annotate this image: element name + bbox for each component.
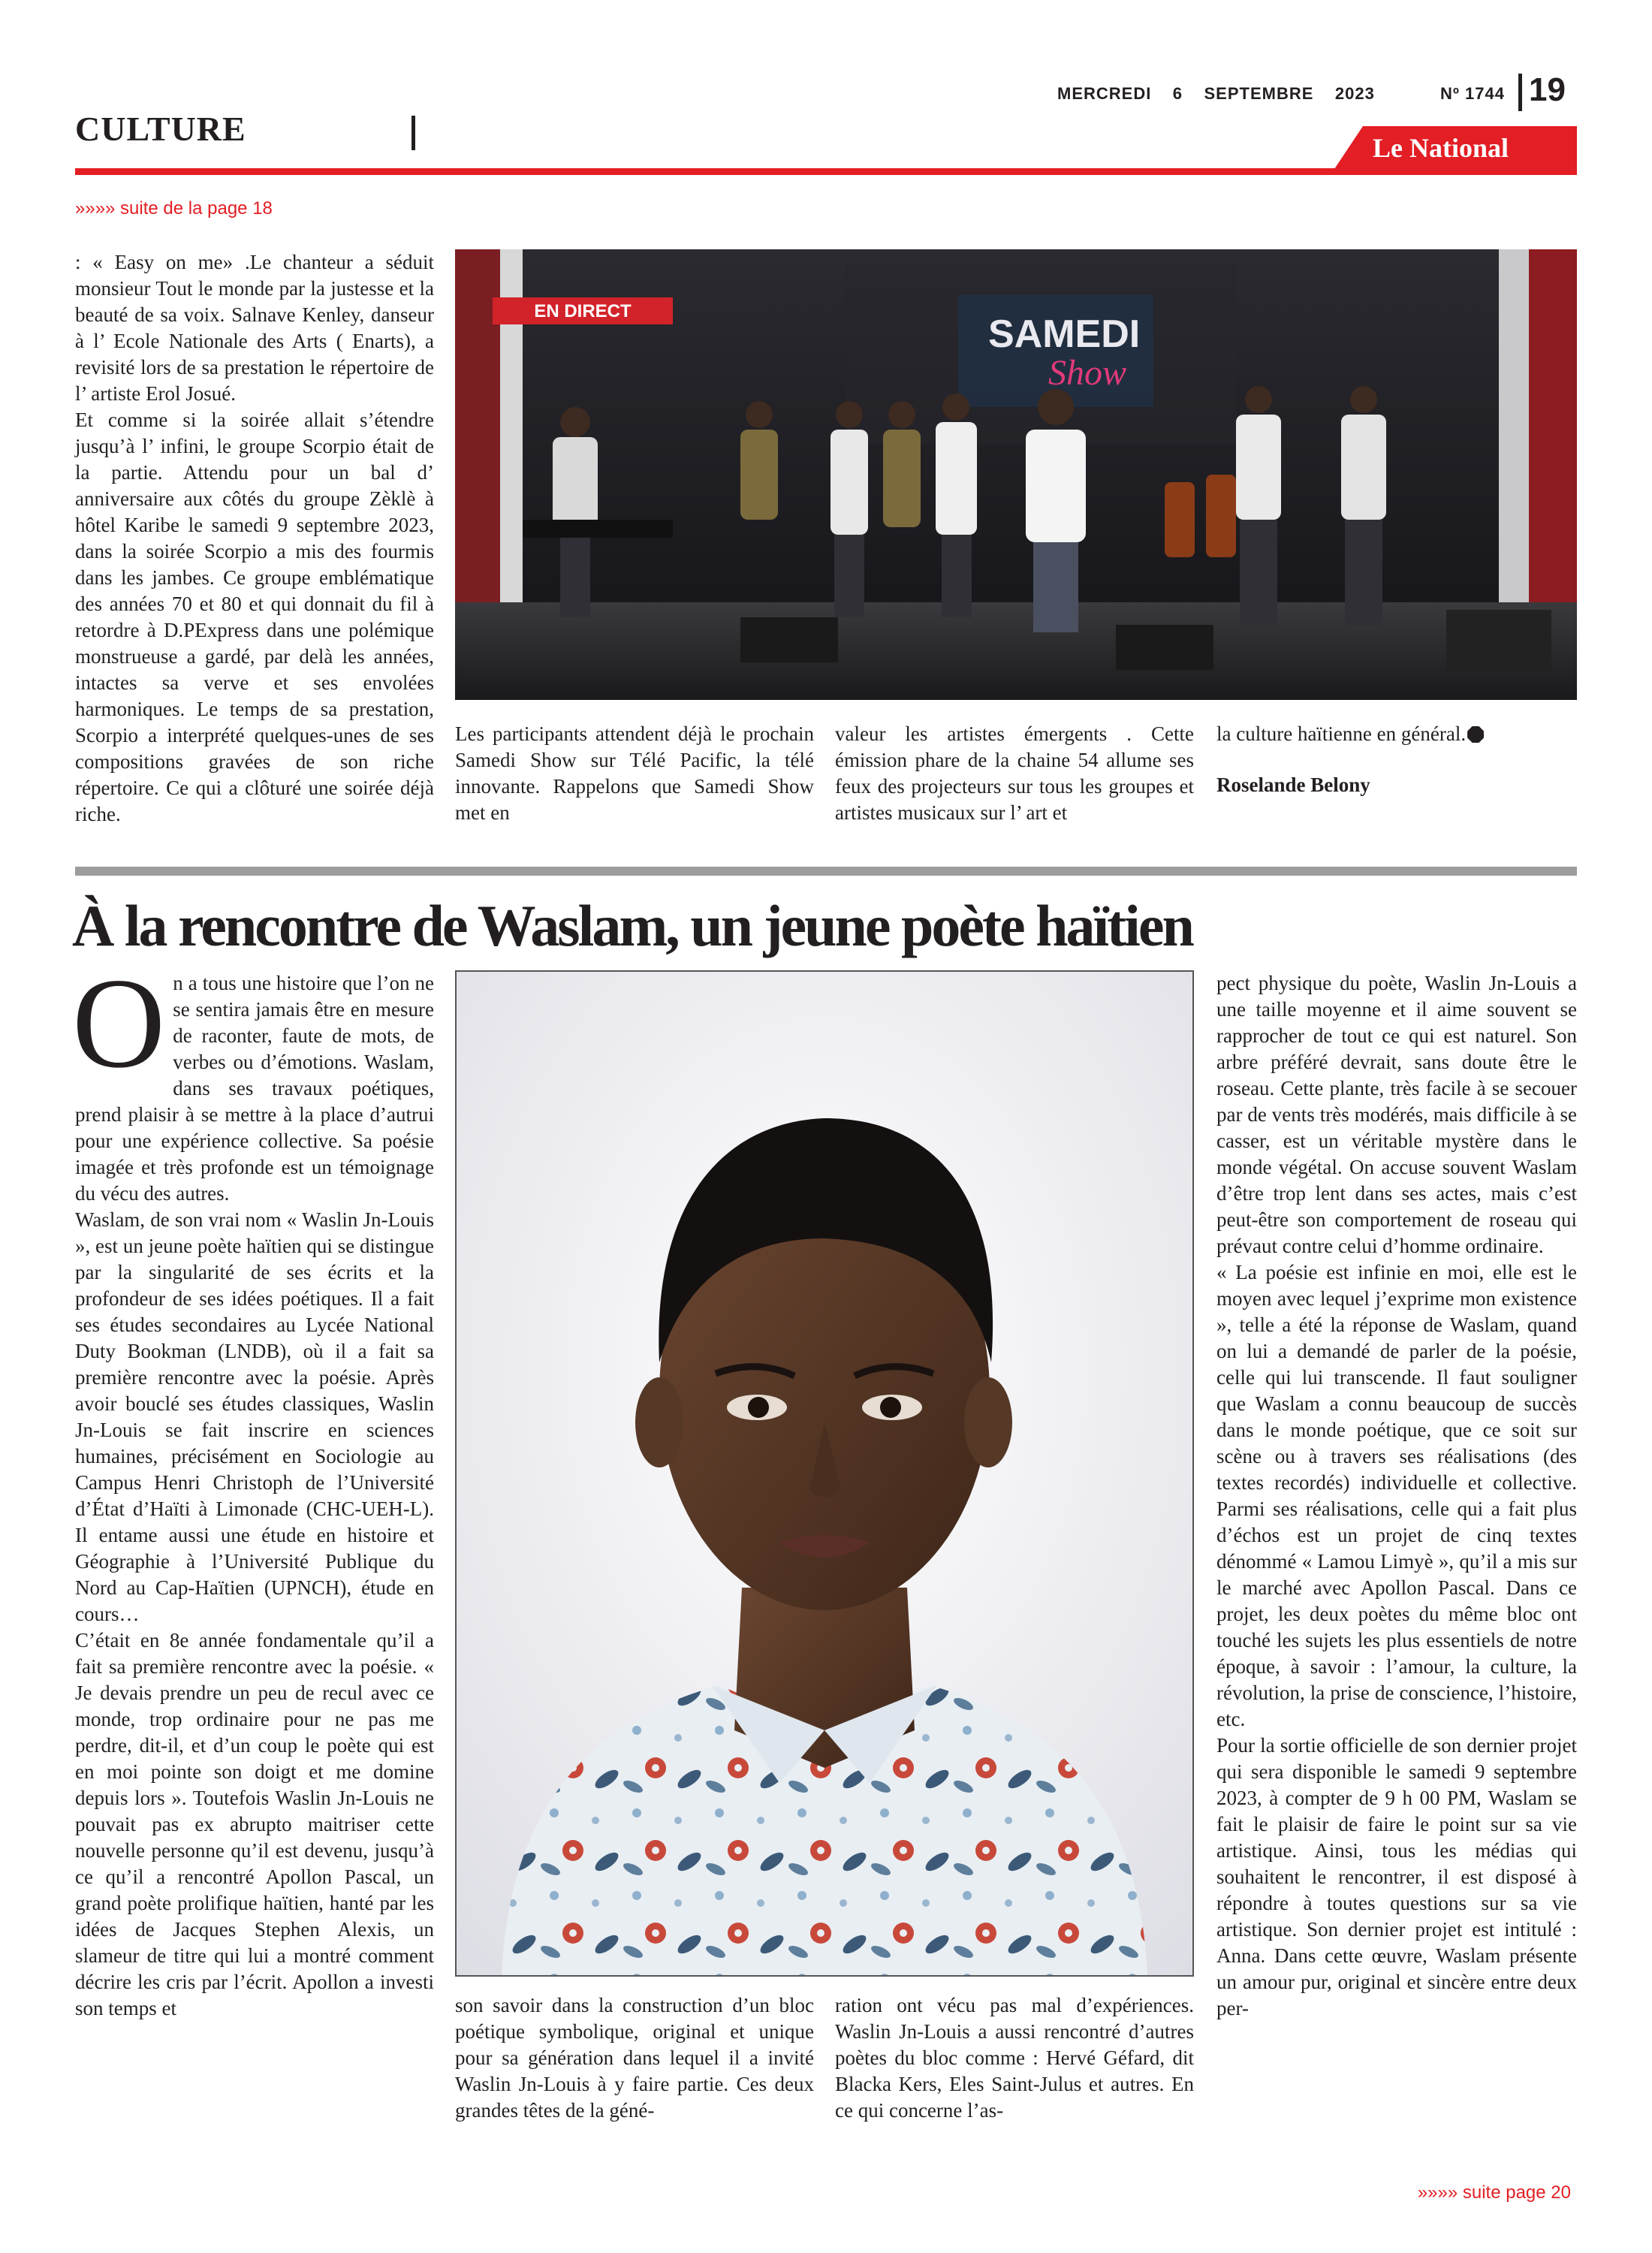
paragraph: « La poésie est infinie en moi, elle est le moyen avec lequel j’exprime mon existence », telle a été la réponse de Waslam, quand on lui a demandé de parler de la poésie, celle qui lui transcende. Il faut souligner que Waslam a connu beaucoup de succès dans le monde poétique, que ce soit sur scène ou à travers ses réalisations (des textes recordés) individuelle et collective. Parmi ses réalisations, celle qui a fait plus d’échos est un projet de cinq textes dénommé « Lamou Limyè », qu’il a mis sur le marché avec Apollon Pascal. Dans ce projet, les deux poètes du même bloc ont touché les sujets les plus essentiels de notre époque, à savoir : l’amour, la culture, la révolution, la prise de conscience, l’histoire, etc.	[1216, 1261, 1577, 1730]
stage-scene-illustration	[455, 249, 1577, 700]
article-author: Roselande Belony	[1216, 774, 1370, 796]
top-article-left-column	[75, 249, 434, 828]
show-logo-line1: SAMEDI	[988, 312, 1141, 356]
issue-date: 6	[1172, 84, 1183, 103]
article-headline: À la rencontre de Waslam, un jeune poète haïtien	[72, 893, 1192, 958]
issue-year: 2023	[1334, 84, 1375, 103]
top-article-column-4	[1216, 721, 1577, 798]
end-mark-icon	[1467, 726, 1484, 743]
issue-day: MERCREDI	[1057, 84, 1152, 103]
paragraph: pect physique du poète, Waslin Jn-Louis a une taille moyenne et il aime souvent se rapprocher de tout ce qui est naturel. Son arbre préféré devrait, sans doute être le roseau. Cette plante, très facile à se secouer par de vents très modérés, mais difficile à se casser, est un véritable mystère dans le monde végétal. On accuse souvent Waslam d’être trop lent dans ses actes, mais c’est peut-être son comportement de roseau qui prévaut contre celui d’homme ordinaire.	[1216, 972, 1577, 1257]
main-article-column-3: ration ont vécu pas mal d’expériences. Waslin Jn-Louis a aussi rencontré d’autres poètes du bloc comme : Hervé Géfard, dit Blacka Kers, Eles Saint-Julus et autres. En ce qui concerne l’as-	[835, 1994, 1194, 2122]
show-logo-line2: Show	[1048, 353, 1127, 393]
section-title: CULTURE	[75, 110, 246, 148]
section-divider	[411, 116, 415, 150]
paragraph: : « Easy on me» .Le chanteur a séduit monsieur Tout le monde par la justesse et la beauté de sa voix. Salnave Kenley, danseur à l’ Ecole Nationale des Arts ( Enarts), a revisité lors de sa prestation le répertoire de l’ artiste Erol Josué.	[75, 251, 434, 405]
paragraph: la culture haïtienne en général.	[1216, 722, 1467, 745]
page-number: 19	[1529, 71, 1566, 108]
brand-name: Le National	[1373, 133, 1509, 163]
live-tag: EN DIRECT	[534, 301, 632, 321]
header-divider	[1518, 74, 1522, 111]
paragraph-text: n a tous une histoire que l’on ne se sentira jamais être en mesure de raconter, faute de mots, de verbes ou d’émotions. Waslam, dans ses travaux poétiques, prend plaisir à se mettre à la place d’autrui pour une expérience collective. Sa poésie imagée et très profonde est un témoignage du vécu des autres.	[75, 972, 434, 1205]
main-article-column-1	[72, 952, 434, 2022]
paragraph: C’était en 8e année fondamentale qu’il a fait sa première rencontre avec la poésie. « Je devais prendre un peu de recul avec ce monde, trop ordinaire pour ne pas me perdre, dit-il, et d’un coup le poète qui est en moi pointe son doigt et me domine depuis lors ». Toutefois Waslin Jn-Louis ne pouvait pas ex abrupto maitriser cette nouvelle personne qu’il est devenu, jusqu’à ce qu’il a rencontré Apollon Pascal, un grand poète prolifique haïtien, hanté par les idées de Jacques Stephen Alexis, un slameur de titre qui lui a montré comment décrire les cris par l’écrit. Apollon a investi son temps et	[75, 1629, 434, 2019]
continued-on-link[interactable]: »»»» suite page 20	[1417, 2182, 1571, 2203]
main-article-column-2: son savoir dans la construction d’un bloc poétique symbolique, original et unique pour sa génération dans lequel il a invité Waslin Jn-Louis à y faire partie. Ces deux grandes têtes de la géné-	[455, 1994, 814, 2122]
portrait-illustration	[457, 972, 1192, 1975]
top-article-column-3: valeur les artistes émergents . Cette émission phare de la chaine 54 allume ses feux des projecteurs sur tous les groupes et artistes musicaux sur l’ art et	[835, 722, 1194, 824]
paragraph	[72, 952, 434, 1207]
article-separator	[75, 867, 1577, 876]
main-article-column-4	[1216, 970, 1577, 2022]
continued-from-link[interactable]: »»»» suite de la page 18	[75, 198, 273, 219]
issue-number: Nº 1744	[1440, 84, 1505, 103]
paragraph: Pour la sortie officielle de son dernier projet qui sera disponible le samedi 9 septembre 2023, à compter de 9 h 00 PM, Waslam se fait le plaisir de faire le point sur sa vie artistique. Ainsi, tous les médias qui souhaitent le rencontrer, il est disposé à répondre à toutes questions sur sa vie artistique. Son dernier projet est intitulé : Anna. Dans cette œuvre, Waslam présente un amour pur, original et sincère entre deux per-	[1216, 1734, 1577, 2019]
header-rule	[75, 168, 1577, 175]
paragraph: Waslam, de son vrai nom « Waslin Jn-Louis », est un jeune poète haïtien qui se distingue par la singularité de ses écrits et la profondeur de ses idées poétiques. Il a fait ses études secondaires au Lycée National Duty Bookman (LNDB), où il a fait sa première rencontre avec la poésie. Après avoir bouclé ses études classiques, Waslin Jn-Louis se fait inscrire en sciences humaines, précisément en Sociologie au Campus Henri Christoph de l’Université d’État d’Haïti à Limonade (CHC-UEH-L). Il entame aussi une étude en histoire et Géographie à l’Université Publique du Nord au Cap-Haïtien (UPNCH), étude en cours…	[75, 1208, 434, 1625]
paragraph: Et comme si la soirée allait s’étendre jusqu’à l’ infini, le groupe Scorpio était de la partie. Attendu pour un bal d’ anniversaire aux côtés du groupe Zèklè à hôtel Karibe le samedi 9 septembre 2023, dans la soirée Scorpio a mis des fourmis dans les jambes. Ce groupe emblématique des années 70 et 80 et qui donnait du fil à retordre à D.PExpress dans une polémique monstrueuse a gardé, par delà les années, intactes sa verve et ses envolées harmoniques. Le temps de sa prestation, Scorpio a interprété quelques-unes de ses compositions gravées de son riche répertoire. Ce qui a clôturé une soirée déjà riche.	[75, 409, 434, 825]
issue-month: SEPTEMBRE	[1204, 84, 1314, 103]
stage-performance-photo	[455, 249, 1577, 700]
issue-date-line	[1057, 84, 1505, 104]
top-article-column-2: Les participants attendent déjà le prochain Samedi Show sur Télé Pacific, la télé innovante. Rappelons que Samedi Show met en	[455, 722, 814, 824]
drop-cap: O	[72, 952, 166, 1095]
poet-portrait-photo	[455, 970, 1194, 1977]
